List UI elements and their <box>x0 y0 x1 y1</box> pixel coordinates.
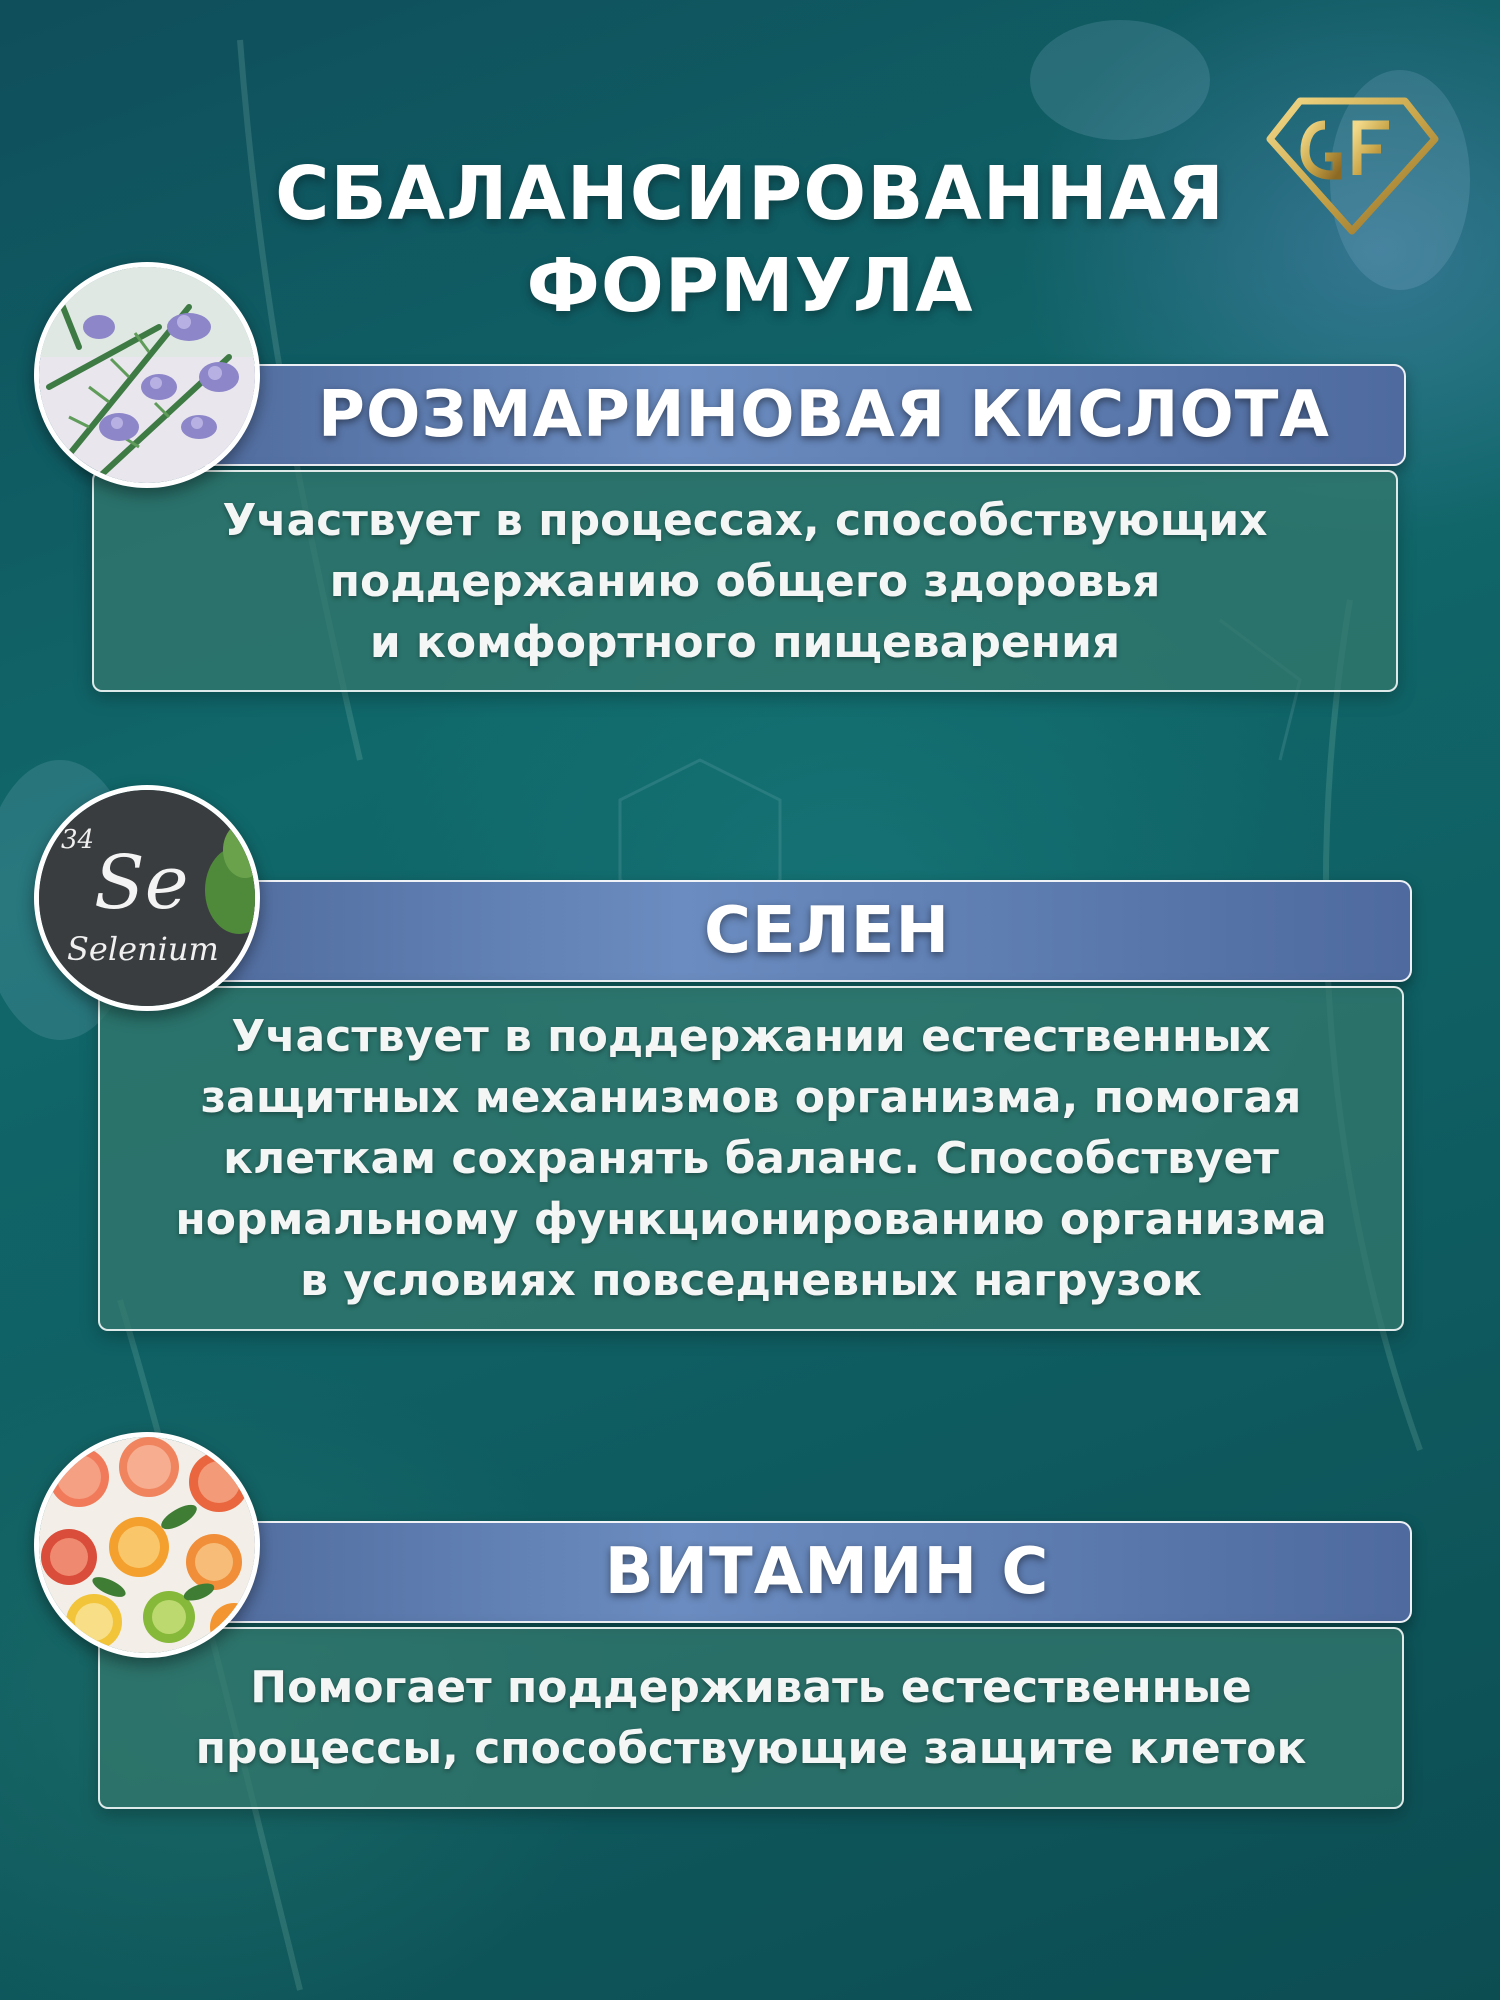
element-number: 34 <box>61 825 95 855</box>
card-heading-bar <box>82 1521 1412 1623</box>
rosemary-flowers-photo <box>34 262 260 488</box>
description-line: защитных механизмов организма, помогая <box>200 1072 1302 1123</box>
card-description <box>222 490 1267 673</box>
card-heading: ВИТАМИН С <box>604 1535 1050 1609</box>
element-name: Selenium <box>67 930 219 968</box>
description-line: в условиях повседневных нагрузок <box>300 1255 1202 1306</box>
card-heading: РОЗМАРИНОВАЯ КИСЛОТА <box>318 378 1330 452</box>
title-line-1: СБАЛАНСИРОВАННАЯ <box>275 150 1225 237</box>
description-line: Участвует в поддержании естественных <box>231 1011 1271 1062</box>
description-line: Помогает поддерживать естественные <box>250 1662 1252 1713</box>
card-heading-bar <box>82 364 1406 466</box>
title-line-2: ФОРМУЛА <box>526 242 974 329</box>
description-line: и комфортного пищеварения <box>369 616 1121 668</box>
card-body <box>98 986 1404 1331</box>
citrus-fruits-photo <box>34 1432 260 1658</box>
card-description <box>175 1006 1326 1311</box>
element-symbol: Se <box>94 840 189 926</box>
description-line: поддержанию общего здоровья <box>329 555 1161 607</box>
description-line: клеткам сохранять баланс. Способствует <box>223 1133 1279 1184</box>
card-body <box>98 1627 1404 1809</box>
description-line: процессы, способствующие защите клеток <box>195 1723 1307 1774</box>
selenium-chalkboard-photo <box>34 785 260 1011</box>
description-line: Участвует в процессах, способствующих <box>222 494 1268 546</box>
card-heading: СЕЛЕН <box>703 894 951 968</box>
card-heading-bar <box>82 880 1412 982</box>
card-body <box>92 470 1398 692</box>
card-description <box>196 1657 1307 1779</box>
description-line: нормальному функционированию организма <box>175 1194 1327 1245</box>
diamond-logo-icon <box>1265 95 1440 235</box>
